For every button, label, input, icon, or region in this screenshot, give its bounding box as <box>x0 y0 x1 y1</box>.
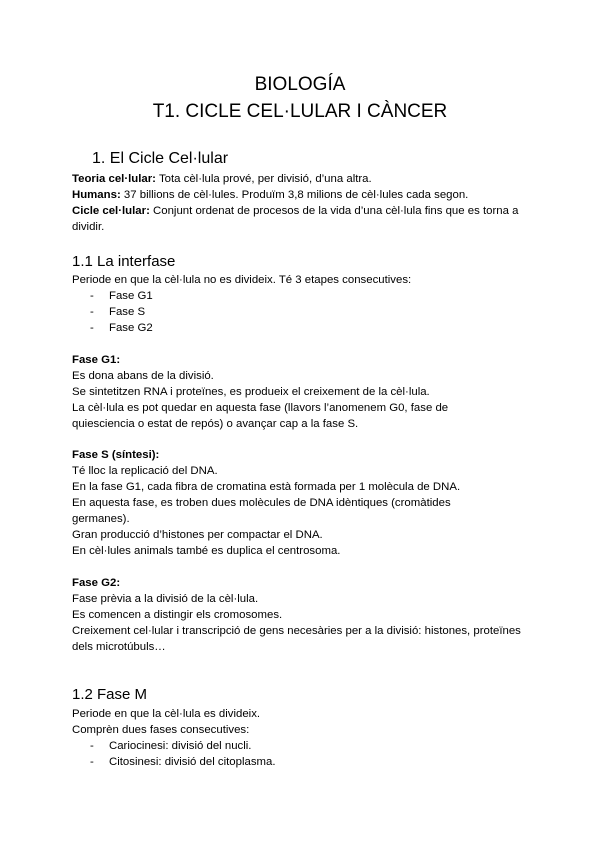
list-item: - Citosinesi: divisió del citoplasma. <box>90 756 276 768</box>
paragraph-line: Es dona abans de la divisió. <box>72 370 214 382</box>
definition-term: Humans: <box>72 189 121 201</box>
list-item: - Fase G1 <box>90 290 153 302</box>
interfase-block <box>72 272 542 336</box>
definition-humans <box>72 187 542 203</box>
section-heading-interfase: 1.1 La interfase <box>72 253 176 270</box>
fase-m-list <box>72 738 542 770</box>
paragraph-line: Té lloc la replicació del DNA. <box>72 465 218 477</box>
definition-cicle <box>72 203 520 235</box>
paragraph-line: Creixement cel·lular i transcripció de gens necesàries per a la divisió: histones, proteïnes dels microtúbuls… <box>72 625 521 653</box>
fase-g1-block <box>72 352 542 432</box>
fase-s-block <box>72 447 542 559</box>
paragraph-line: Gran producció d’histones per compactar el DNA. <box>72 529 323 541</box>
definition-term: Teoria cel·lular: <box>72 173 156 185</box>
paragraph-line: En cèl·lules animals també es duplica el centrosoma. <box>72 545 341 557</box>
paragraph-line: Comprèn dues fases consecutives: <box>72 724 250 736</box>
list-item: - Fase G2 <box>90 322 153 334</box>
definition-text: 37 billions de cèl·lules. Produïm 3,8 milions de cèl·lules cada segon. <box>120 189 469 201</box>
document-title: BIOLOGÍA <box>254 74 346 95</box>
definition-text: Conjunt ordenat de procesos de la vida d’una cèl·lula fins que es torna a dividir. <box>72 205 519 233</box>
definition-text: Tota cèl·lula prové, per divisió, d’una altra. <box>155 173 372 185</box>
definitions-block <box>72 171 542 235</box>
fase-m-block <box>72 706 542 770</box>
list-item: - Cariocinesi: divisió del nucli. <box>90 740 252 752</box>
fase-g2-block <box>72 575 542 655</box>
paragraph-line: Se sintetitzen RNA i proteïnes, es produeix el creixement de la cèl·lula. <box>72 386 430 398</box>
fase-g2-heading: Fase G2: <box>72 577 121 589</box>
fase-g1-heading: Fase G1: <box>72 354 121 366</box>
paragraph-line: Fase prèvia a la divisió de la cèl·lula. <box>72 593 259 605</box>
fase-s-heading: Fase S (síntesi): <box>72 449 160 461</box>
definition-term: Cicle cel·lular: <box>72 205 150 217</box>
interfase-list <box>72 288 542 336</box>
paragraph-line: La cèl·lula es pot quedar en aquesta fase (llavors l’anomenem G0, fase de quiesciencia o estat de repós) o avançar cap a la fase S. <box>72 402 449 430</box>
document-subtitle: T1. CICLE CEL·LULAR I CÀNCER <box>152 101 448 122</box>
list-item: - Fase S <box>90 306 146 318</box>
interfase-intro: Periode en que la cèl·lula no es divideix. Té 3 etapes consecutives: <box>72 274 412 286</box>
section-heading-fase-m: 1.2 Fase M <box>72 686 148 703</box>
definition-teoria <box>72 171 542 187</box>
paragraph-line: En la fase G1, cada fibra de cromatina està formada per 1 molècula de DNA. <box>72 481 461 493</box>
paragraph-line: Es comencen a distingir els cromosomes. <box>72 609 283 621</box>
paragraph-line: Periode en que la cèl·lula es divideix. <box>72 708 261 720</box>
paragraph-line: En aquesta fase, es troben dues molècules de DNA idèntiques (cromàtides germanes). <box>72 497 451 525</box>
section-heading-cicle: 1. El Cicle Cel·lular <box>92 150 229 167</box>
